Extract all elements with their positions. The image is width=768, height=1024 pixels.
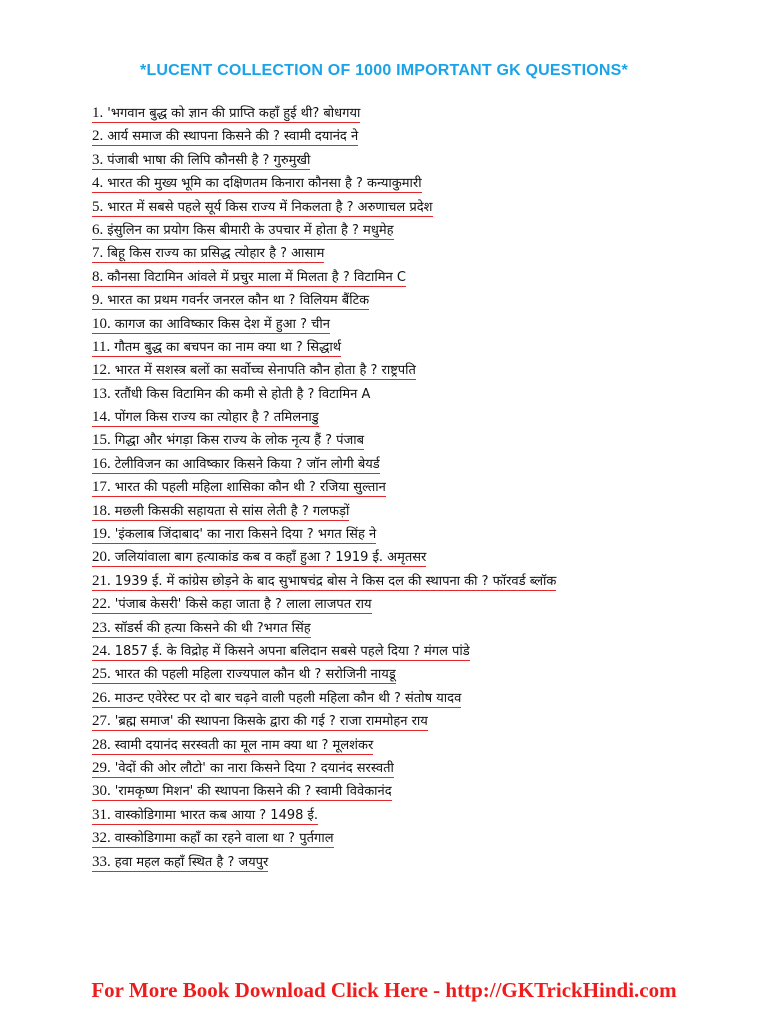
question-underline bbox=[92, 527, 376, 544]
question-number: 5. bbox=[92, 198, 104, 215]
question-text: वास्कोडिगामा कहाँ का रहने वाला था ? पुर्तगाल bbox=[114, 831, 334, 847]
question-underline bbox=[92, 784, 392, 801]
question-underline bbox=[92, 410, 319, 427]
question-underline bbox=[92, 317, 330, 334]
list-item bbox=[92, 454, 732, 477]
question-number: 17. bbox=[92, 479, 111, 496]
list-item bbox=[92, 547, 732, 570]
question-number: 15. bbox=[92, 432, 111, 449]
question-number: 33. bbox=[92, 853, 111, 870]
question-text: कौनसा विटामिन आंवले में प्रचुर माला में मिलता है ? विटामिन C bbox=[107, 269, 406, 285]
question-underline bbox=[92, 340, 341, 357]
question-text: स्वामी दयानंद सरस्वती का मूल नाम क्या था ? मूलशंकर bbox=[114, 737, 374, 753]
question-text: गिद्धा और भंगड़ा किस राज्य के लोक नृत्य हैं ? पंजाब bbox=[114, 433, 365, 449]
question-number: 22. bbox=[92, 596, 111, 613]
question-number: 16. bbox=[92, 455, 111, 472]
question-text: रतौंधी किस विटामिन की कमी से होती है ? विटामिन A bbox=[114, 386, 371, 402]
list-item bbox=[92, 126, 732, 149]
question-text: भारत की पहली महिला राज्यपाल कौन थी ? सरोजिनी नायडू bbox=[114, 667, 396, 683]
list-item bbox=[92, 384, 732, 407]
question-underline bbox=[92, 644, 470, 661]
question-number: 29. bbox=[92, 759, 111, 776]
question-text: हवा महल कहाँ स्थित है ? जयपुर bbox=[114, 854, 269, 870]
question-number: 1. bbox=[92, 105, 104, 121]
question-number: 2. bbox=[92, 128, 104, 145]
question-text: माउन्ट एवेरेस्ट पर दो बार चढ़ने वाली पहली महिला कौन थी ? संतोष यादव bbox=[114, 690, 462, 706]
question-underline bbox=[92, 200, 433, 217]
question-underline bbox=[92, 293, 369, 310]
list-item bbox=[92, 735, 732, 758]
question-number: 24. bbox=[92, 642, 111, 659]
list-item bbox=[92, 758, 732, 781]
question-number: 27. bbox=[92, 713, 111, 730]
question-text: भारत की मुख्य भूमि का दक्षिणतम किनारा कौनसा है ? कन्याकुमारी bbox=[107, 176, 422, 192]
question-text: पंजाबी भाषा की लिपि कौनसी है ? गुरुमुखी bbox=[107, 152, 311, 168]
list-item bbox=[92, 314, 732, 337]
question-text: टेलीविजन का आविष्कार किसने किया ? जॉन लोगी बेयर्ड bbox=[114, 456, 380, 472]
list-item bbox=[92, 267, 732, 290]
question-number: 7. bbox=[92, 245, 104, 262]
list-item bbox=[92, 290, 732, 313]
question-text: 'ब्रह्म समाज' की स्थापना किसके द्वारा की गई ? राजा राममोहन राय bbox=[114, 714, 428, 730]
question-underline bbox=[92, 106, 360, 123]
question-underline bbox=[92, 457, 380, 474]
question-list bbox=[92, 103, 732, 875]
question-underline bbox=[92, 831, 334, 848]
question-text: भारत की पहली महिला शासिका कौन थी ? रजिया सुल्तान bbox=[114, 480, 386, 496]
question-number: 19. bbox=[92, 526, 111, 543]
question-text: भारत में सबसे पहले सूर्य किस राज्य में निकलता है ? अरुणाचल प्रदेश bbox=[107, 199, 433, 215]
question-text: गौतम बुद्ध का बचपन का नाम क्या था ? सिद्धार्थ bbox=[114, 339, 342, 355]
list-item bbox=[92, 477, 732, 500]
list-item bbox=[92, 103, 732, 126]
question-number: 14. bbox=[92, 409, 111, 426]
question-underline bbox=[92, 691, 461, 708]
question-underline bbox=[92, 550, 426, 567]
list-item bbox=[92, 243, 732, 266]
list-item bbox=[92, 337, 732, 360]
question-number: 11. bbox=[92, 338, 111, 355]
list-item bbox=[92, 220, 732, 243]
question-text: भारत में सशस्त्र बलों का सर्वोच्च सेनापति कौन होता है ? राष्ट्रपति bbox=[114, 363, 416, 379]
question-number: 31. bbox=[92, 806, 111, 823]
list-item bbox=[92, 711, 732, 734]
question-text: 'भगवान बुद्ध को ज्ञान की प्राप्ति कहाँ हुई थी? बोधगया bbox=[107, 106, 361, 121]
question-number: 10. bbox=[92, 315, 111, 332]
question-underline bbox=[92, 433, 364, 450]
page-title: *LUCENT COLLECTION OF 1000 IMPORTANT GK QUESTIONS* bbox=[140, 62, 628, 79]
question-underline bbox=[92, 246, 324, 263]
question-text: 1857 ई. के विद्रोह में किसने अपना बलिदान सबसे पहले दिया ? मंगल पांडे bbox=[114, 643, 470, 659]
question-text: इंसुलिन का प्रयोग किस बीमारी के उपचार में होता है ? मधुमेह bbox=[107, 222, 394, 238]
question-underline bbox=[92, 480, 386, 497]
question-number: 18. bbox=[92, 502, 111, 519]
list-item bbox=[92, 501, 732, 524]
question-underline bbox=[92, 270, 406, 287]
question-text: वास्कोडिगामा भारत कब आया ? 1498 ई. bbox=[114, 807, 319, 823]
list-item bbox=[92, 150, 732, 173]
question-number: 4. bbox=[92, 175, 104, 192]
question-text: 'पंजाब केसरी' किसे कहा जाता है ? लाला लाजपत राय bbox=[114, 597, 372, 613]
question-underline bbox=[92, 387, 370, 403]
question-underline bbox=[92, 597, 372, 614]
list-item bbox=[92, 524, 732, 547]
footer-download-link[interactable]: For More Book Download Click Here - http://GKTrickHindi.com bbox=[91, 978, 677, 1002]
list-item bbox=[92, 360, 732, 383]
question-text: जलियांवाला बाग हत्याकांड कब व कहाँ हुआ ? 1919 ई. अमृतसर bbox=[114, 550, 427, 566]
question-underline bbox=[92, 761, 394, 778]
list-item bbox=[92, 407, 732, 430]
question-text: कागज का आविष्कार किस देश में हुआ ? चीन bbox=[114, 316, 330, 332]
question-underline bbox=[92, 714, 428, 731]
question-underline bbox=[92, 504, 349, 521]
list-item bbox=[92, 852, 732, 875]
question-text: पोंगल किस राज्य का त्योहार है ? तमिलनाडु bbox=[114, 410, 319, 426]
question-text: 'रामकृष्ण मिशन' की स्थापना किसने की ? स्वामी विवेकानंद bbox=[114, 784, 392, 800]
question-text: आर्य समाज की स्थापना किसने की ? स्वामी दयानंद ने bbox=[107, 129, 359, 145]
question-underline bbox=[92, 667, 396, 684]
question-underline bbox=[92, 574, 556, 591]
question-underline bbox=[92, 176, 422, 193]
question-number: 9. bbox=[92, 292, 104, 309]
question-number: 26. bbox=[92, 689, 111, 706]
question-underline bbox=[92, 153, 310, 170]
list-item bbox=[92, 664, 732, 687]
list-item bbox=[92, 618, 732, 641]
list-item bbox=[92, 197, 732, 220]
question-number: 21. bbox=[92, 572, 111, 589]
question-number: 25. bbox=[92, 666, 111, 683]
question-text: 'इंकलाब जिंदाबाद' का नारा किसने दिया ? भगत सिंह ने bbox=[114, 527, 377, 543]
question-underline bbox=[92, 223, 394, 240]
question-underline bbox=[92, 621, 311, 638]
question-underline bbox=[92, 738, 373, 755]
question-number: 13. bbox=[92, 385, 111, 402]
question-number: 32. bbox=[92, 830, 111, 847]
question-text: भारत का प्रथम गवर्नर जनरल कौन था ? विलियम बैंटिक bbox=[107, 293, 370, 309]
list-item bbox=[92, 594, 732, 617]
list-item bbox=[92, 430, 732, 453]
list-item bbox=[92, 828, 732, 851]
question-text: सॉडर्स की हत्या किसने की थी ?भगत सिंह bbox=[114, 620, 311, 636]
list-item bbox=[92, 688, 732, 711]
question-text: बिहू किस राज्य का प्रसिद्ध त्योहार है ? आसाम bbox=[107, 246, 325, 262]
question-number: 30. bbox=[92, 783, 111, 800]
question-underline bbox=[92, 808, 318, 825]
question-text: मछली किसकी सहायता से सांस लेती है ? गलफड़ों bbox=[114, 503, 350, 519]
question-underline bbox=[92, 129, 358, 146]
question-number: 28. bbox=[92, 736, 111, 753]
question-text: 1939 ई. में कांग्रेस छोड़ने के बाद सुभाषचंद्र बोस ने किस दल की स्थापना की ? फॉरवर्ड ब्लॉक bbox=[114, 573, 557, 589]
question-number: 8. bbox=[92, 268, 104, 285]
list-item bbox=[92, 571, 732, 594]
question-underline bbox=[92, 363, 416, 380]
question-number: 23. bbox=[92, 619, 111, 636]
question-underline bbox=[92, 855, 268, 872]
question-number: 3. bbox=[92, 151, 104, 168]
list-item bbox=[92, 781, 732, 804]
list-item bbox=[92, 173, 732, 196]
question-number: 12. bbox=[92, 362, 111, 379]
list-item bbox=[92, 805, 732, 828]
list-item bbox=[92, 641, 732, 664]
question-number: 20. bbox=[92, 549, 111, 566]
question-number: 6. bbox=[92, 221, 104, 238]
question-text: 'वेदों की ओर लौटो' का नारा किसने दिया ? दयानंद सरस्वती bbox=[114, 760, 394, 776]
